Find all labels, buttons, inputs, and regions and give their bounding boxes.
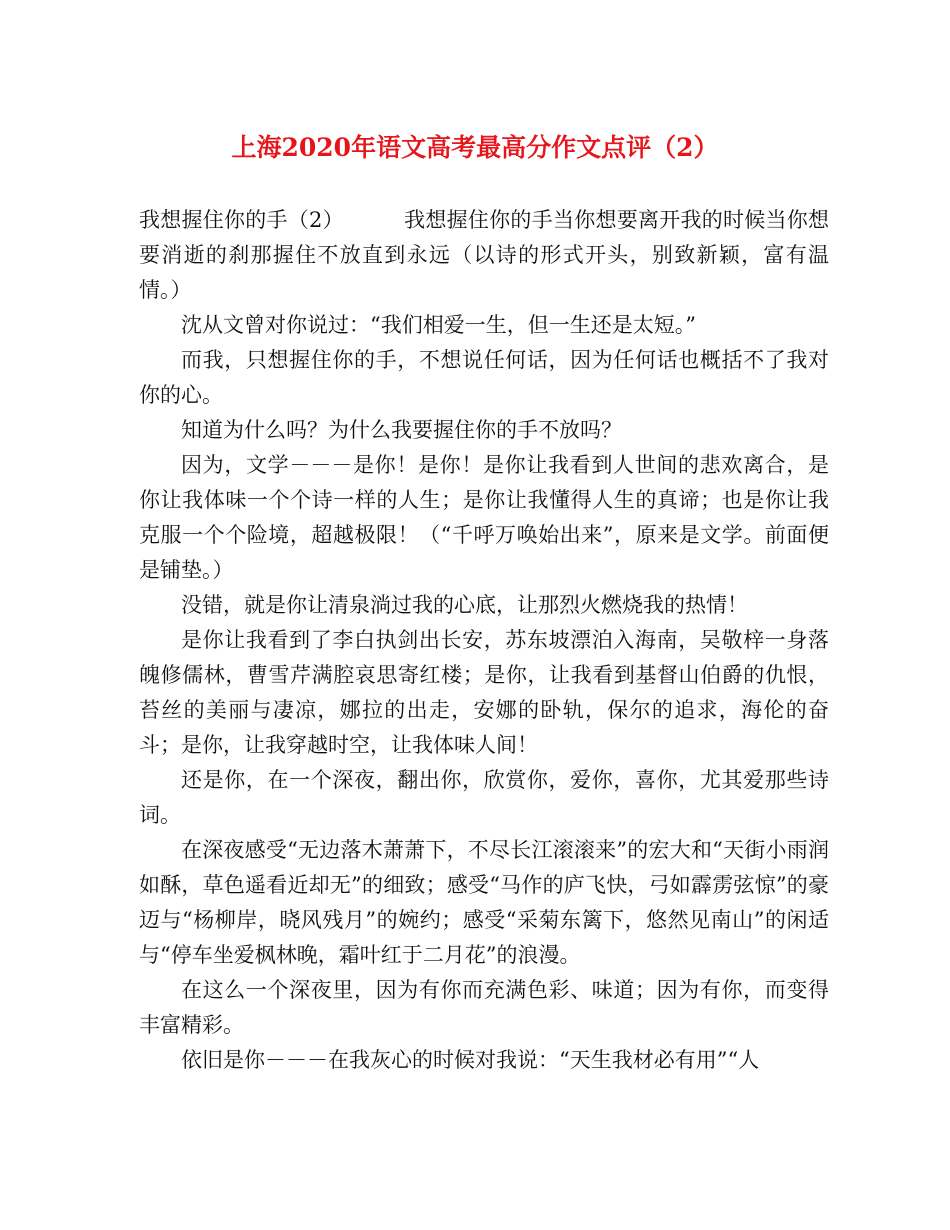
paragraph: 因为，文学－－－是你！是你！是你让我看到人世间的悲欢离合，是你让我体味一个个诗一样的人生；是你让我懂得人生的真谛；也是你让我克服一个个险境，超越极限！（“千呼万唤始出来”，原来是文学。前面便是铺垫。） — [139, 453, 829, 582]
paragraph: 知道为什么吗？为什么我要握住你的手不放吗？ — [181, 418, 622, 442]
document-title: 上海2020年语文高考最高分作文点评（2） — [231, 133, 719, 162]
paragraph: 而我，只想握住你的手，不想说任何话，因为任何话也概括不了我对你的心。 — [139, 348, 829, 407]
intro-text: 我想握住你的手当你想要离开我的时候当你想要消逝的刹那握住不放直到永远（以诗的形式开头，别致新颖，富有温情。） — [139, 208, 829, 302]
intro-paragraph — [139, 203, 829, 308]
document-body — [139, 203, 829, 1078]
essay-heading: 我想握住你的手（2） — [139, 208, 344, 232]
paragraph: 是你让我看到了李白执剑出长安，苏东坡漂泊入海南，吴敬梓一身落魄修儒林，曹雪芹满腔哀思寄红楼；是你，让我看到基督山伯爵的仇恨，苔丝的美丽与凄凉，娜拉的出走，安娜的卧轨，保尔的追求，海伦的奋斗；是你，让我穿越时空，让我体味人间！ — [139, 628, 829, 757]
paragraph: 还是你，在一个深夜，翻出你，欣赏你，爱你，喜你，尤其爱那些诗词。 — [139, 768, 829, 827]
paragraph: 依旧是你－－－在我灰心的时候对我说：“天生我材必有用”“人 — [181, 1048, 760, 1072]
paragraph: 沈从文曾对你说过：“我们相爱一生，但一生还是太短。” — [181, 313, 696, 337]
paragraph: 没错，就是你让清泉淌过我的心底，让那烈火燃烧我的热情！ — [181, 593, 748, 617]
paragraph: 在这么一个深夜里，因为有你而充满色彩、味道；因为有你，而变得丰富精彩。 — [139, 978, 829, 1037]
paragraph: 在深夜感受“无边落木萧萧下，不尽长江滚滚来”的宏大和“天街小雨润如酥，草色遥看近却无”的细致；感受“马作的庐飞快，弓如霹雳弦惊”的豪迈与“杨柳岸，晓风残月”的婉约；感受“采菊东篱下，悠然见南山”的闲适与“停车坐爱枫林晚，霜叶红于二月花”的浪漫。 — [139, 838, 829, 967]
